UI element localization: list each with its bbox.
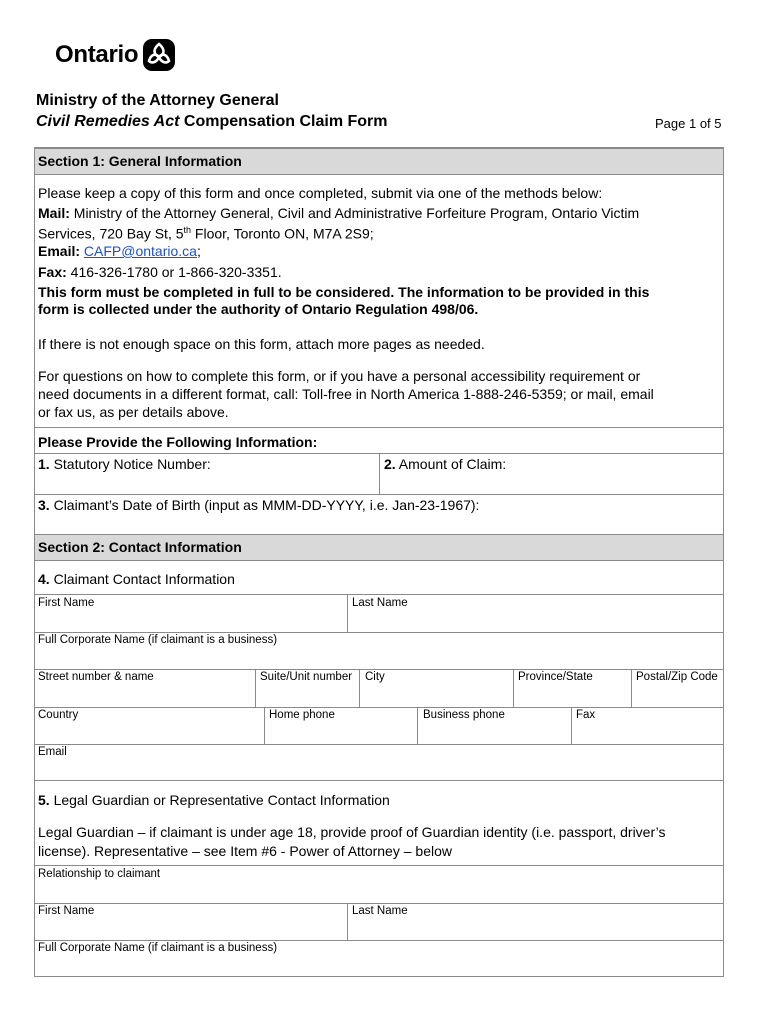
statutory-notice-field[interactable] [38, 455, 211, 473]
questions-line-1: For questions on how to complete this form, or if you have a personal accessibility requirement or [38, 368, 641, 384]
amount-of-claim-field[interactable] [384, 455, 506, 473]
mail-sup: th [183, 225, 192, 235]
email-line [38, 242, 201, 260]
fax-label: Fax: [38, 264, 67, 280]
item1-label: Statutory Notice Number: [49, 456, 211, 472]
guardian-note-line-1: Legal Guardian – if claimant is under age 18, provide proof of Guardian identity (i.e. passport, driver’s [38, 824, 666, 840]
trillium-icon [142, 38, 176, 72]
item2-label: Amount of Claim: [395, 456, 507, 472]
mail-line-2 [38, 221, 374, 243]
form-body [34, 147, 724, 977]
space-note: If there is not enough space on this form, attach more pages as needed. [38, 336, 485, 352]
ontario-logo [55, 38, 176, 72]
fax-field[interactable]: Fax [576, 709, 596, 721]
guardian-first-name-field[interactable]: First Name [38, 905, 95, 917]
item5-num: 5. [38, 792, 50, 808]
section1-title: Section 1: General Information [38, 153, 242, 169]
mail-text-2b: Floor, Toronto ON, M7A 2S9; [191, 225, 374, 242]
email-label: Email: [38, 243, 81, 259]
mail-text-2a: Services, 720 Bay St, 5 [38, 225, 184, 242]
mail-line-1 [38, 204, 639, 222]
guardian-contact-heading [38, 791, 390, 809]
questions-line-3: or fax us, as per details above. [38, 404, 229, 420]
item3-num: 3. [38, 497, 50, 513]
email-after: ; [196, 243, 201, 259]
provide-heading: Please Provide the Following Information: [38, 434, 318, 450]
city-field[interactable]: City [365, 671, 385, 683]
form-title-rest: Compensation Claim Form [179, 113, 388, 130]
date-of-birth-field[interactable] [38, 496, 479, 514]
guardian-last-name-field[interactable]: Last Name [352, 905, 408, 917]
first-name-field[interactable]: First Name [38, 597, 95, 609]
postal-code-field[interactable]: Postal/Zip Code [636, 671, 718, 683]
relationship-field[interactable]: Relationship to claimant [38, 868, 161, 880]
province-field[interactable]: Province/State [518, 671, 593, 683]
email-field[interactable]: Email [38, 746, 67, 758]
suite-field[interactable]: Suite/Unit number [260, 671, 353, 683]
item1-num: 1. [38, 456, 50, 472]
last-name-field[interactable]: Last Name [352, 597, 408, 609]
intro-text: Please keep a copy of this form and once completed, submit via one of the methods below: [38, 185, 603, 201]
guardian-note-line-2: license). Representative – see Item #6 - Power of Attorney – below [38, 843, 452, 859]
section2-title: Section 2: Contact Information [38, 539, 242, 555]
item3-label: Claimant’s Date of Birth (input as MMM-DD-YYYY, i.e. Jan-23-1967): [49, 497, 480, 513]
claimant-contact-heading [38, 570, 235, 588]
item4-num: 4. [38, 571, 50, 587]
email-link[interactable]: CAFP@ontario.ca [83, 243, 197, 259]
ministry-name: Ministry of the Attorney General [36, 92, 279, 109]
guardian-corporate-name-field[interactable]: Full Corporate Name (if claimant is a business) [38, 942, 278, 954]
business-phone-field[interactable]: Business phone [423, 709, 505, 721]
item2-num: 2. [384, 456, 396, 472]
section1-header [35, 148, 723, 175]
street-field[interactable]: Street number & name [38, 671, 154, 683]
section2-header [35, 534, 723, 561]
must-complete-line-2: form is collected under the authority of Ontario Regulation 498/06. [38, 301, 479, 317]
form-title-italic: Civil Remedies Act [36, 113, 180, 130]
form-title [36, 113, 388, 131]
mail-text-1: Ministry of the Attorney General, Civil and Administrative Forfeiture Program, Ontario Victim [69, 205, 640, 221]
country-field[interactable]: Country [38, 709, 79, 721]
logo-text: Ontario [55, 41, 139, 68]
must-complete-line-1: This form must be completed in full to be considered. The information to be provided in this [38, 284, 650, 300]
page-number: Page 1 of 5 [655, 116, 722, 131]
item5-label: Legal Guardian or Representative Contact Information [49, 792, 390, 808]
home-phone-field[interactable]: Home phone [269, 709, 335, 721]
fax-line [38, 263, 282, 281]
questions-line-2: need documents in a different format, call: Toll-free in North America 1-888-246-5359; or mail, email [38, 386, 654, 402]
item4-label: Claimant Contact Information [49, 571, 235, 587]
mail-label: Mail: [38, 205, 70, 221]
fax-value: 416-326-1780 or 1-866-320-3351. [66, 264, 282, 280]
corporate-name-field[interactable]: Full Corporate Name (if claimant is a business) [38, 634, 278, 646]
